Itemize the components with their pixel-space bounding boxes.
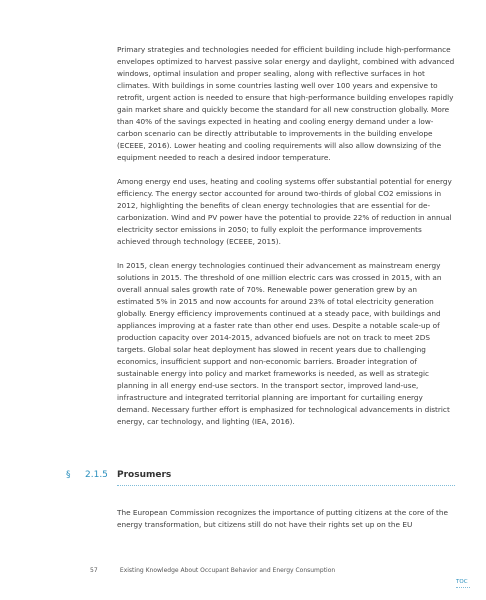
section-number: 2.1.5 [85, 470, 108, 480]
body-paragraph-3: In 2015, clean energy technologies continued their advancement as mainstream energy solutions in 2015. The threshold of one million electric cars was crossed in 2015, with an overall annual sales growth rate of 70%. Renewable power generation grew by an estimated 5% in 2015 and now accounts for around 23% of total electricity generation globally. Energy efficiency improvements continued at a steady pace, with buildings and appliances improving at a faster rate than other end uses. Despite a notable scale-up of production capacity over 2014-2015, advanced biofuels are not on track to meet 2DS targets. Global solar heat deployment has slowed in recent years due to challenging economics, insufficient support and non-economic barriers. Broader integration of sustainable energy into policy and market frameworks is needed, as well as strategic planning in all energy end-use sectors. In the transport sector, improved land-use, infrastructure and integrated territorial planning are important for curtailing energy demand. Necessary further effort is emphasized for technological advancements in district energy, car technology, and lighting (IEA, 2016). [117, 261, 450, 426]
running-title: Existing Knowledge About Occupant Behavior and Energy Consumption [119, 567, 336, 574]
toc-underline [456, 587, 470, 588]
main-text-column [117, 44, 455, 440]
section-divider [117, 485, 455, 486]
body-paragraph-2: Among energy end uses, heating and cooling systems offer substantial potential for energy efficiency. The energy sector accounted for around two-thirds of global CO2 emissions in 2012, highlighting the benefits of clean energy technologies that are essential for de-carbonization. Wind and PV power have the potential to provide 22% of reduction in annual electricity sector emissions in 2050; to fully exploit the performance improvements achieved through technology (ECEEE, 2015). [117, 177, 452, 246]
page-number: 57 [90, 567, 98, 574]
section-title: Prosumers [117, 470, 172, 480]
section-symbol: § [66, 470, 71, 480]
page-footer [90, 567, 335, 574]
toc-link[interactable]: TOC [456, 579, 468, 585]
section-body-paragraph: The European Commission recognizes the importance of putting citizens at the core of the energy transformation, but citizens still do not have their rights set up on the EU [117, 508, 448, 529]
body-paragraph-1: Primary strategies and technologies needed for efficient building include high-performance envelopes optimized to harvest passive solar energy and daylight, combined with advanced windows, optimal insulation and proper sealing, along with reflective surfaces in hot climates. With buildings in some countries lasting well over 100 years and expensive to retrofit, urgent action is needed to ensure that high-performance building envelopes rapidly gain market share and quickly become the standard for all new construction globally. More than 40% of the savings expected in heating and cooling energy demand under a low-carbon scenario can be directly attributable to improvements in the building envelope (ECEEE, 2016). Lower heating and cooling requirements will also allow downsizing of the equipment needed to reach a desired indoor temperature. [117, 45, 455, 162]
section-heading [66, 470, 456, 484]
